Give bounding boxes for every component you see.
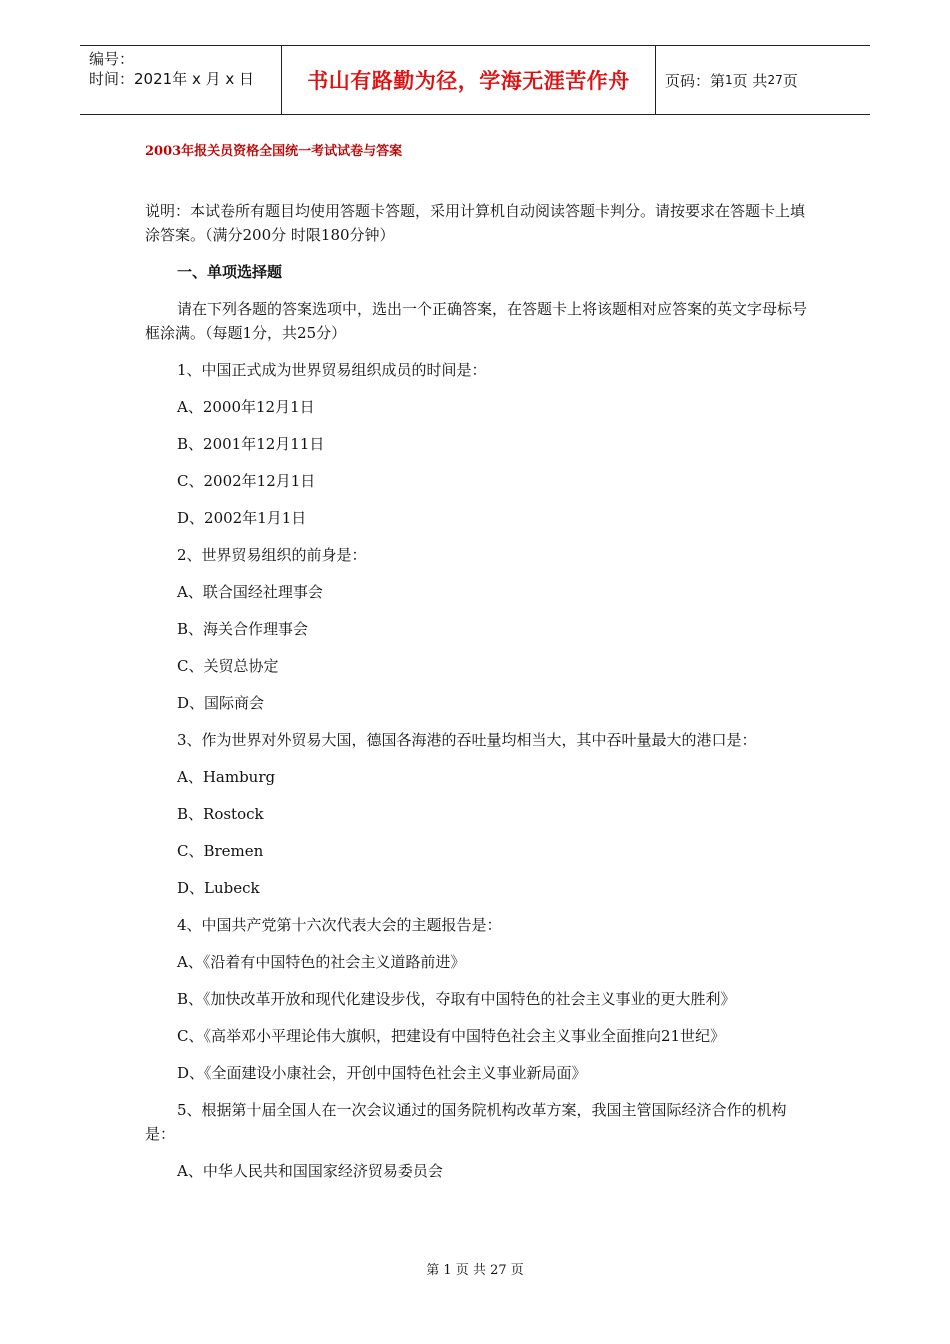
document-body xyxy=(145,199,810,1196)
number-label: 编号： xyxy=(89,50,135,68)
question-1-option-c: C、2002年12月1日 xyxy=(177,472,316,490)
question-1-option-a: A、2000年12月1日 xyxy=(177,398,315,416)
question-2-option-a: A、联合国经社理事会 xyxy=(177,583,323,601)
page-label: 页码：第 xyxy=(665,71,726,90)
question-4: 4、中国共产党第十六次代表大会的主题报告是： xyxy=(177,916,502,934)
question-3-option-d: D、Lubeck xyxy=(177,879,260,897)
header-page-cell xyxy=(656,46,870,114)
footer-current: 1 xyxy=(443,1263,452,1278)
question-2-option-c: C、关贸总协定 xyxy=(177,657,279,675)
header-motto-cell xyxy=(282,46,656,114)
header-meta-cell xyxy=(80,46,282,114)
question-5: 5、根据第十届全国人在一次会议通过的国务院机构改革方案，我国主管国际经济合作的机构是： xyxy=(145,1101,787,1143)
question-3-option-a: A、Hamburg xyxy=(177,768,276,786)
section-title: 一、单项选择题 xyxy=(177,263,283,281)
footer-mid: 页 共 xyxy=(455,1263,486,1278)
question-2: 2、世界贸易组织的前身是： xyxy=(177,546,367,564)
question-2-option-b: B、海关合作理事会 xyxy=(177,620,309,638)
page-mid: 页 共 xyxy=(732,71,768,90)
time-rest: 年 x 月 x 日 xyxy=(172,70,255,88)
question-1-option-b: B、2001年12月11日 xyxy=(177,435,325,453)
document-title: 2003年报关员资格全国统一考试试卷与答案 xyxy=(145,144,403,159)
question-3: 3、作为世界对外贸易大国，德国各海港的吞吐量均相当大，其中吞叶量最大的港口是： xyxy=(177,731,757,749)
motto-text: 书山有路勤为径，学海无涯苦作舟 xyxy=(307,69,630,93)
page-current: 1 xyxy=(725,73,733,87)
time-line xyxy=(89,69,281,89)
footer-total: 27 xyxy=(490,1263,507,1278)
section-intro: 请在下列各题的答案选项中，选出一个正确答案，在答题卡上将该题相对应答案的英文字母标号框涂满。（每题1分，共25分） xyxy=(145,300,808,342)
page-total: 27 xyxy=(767,73,783,87)
question-4-option-a: A、《沿着有中国特色的社会主义道路前进》 xyxy=(177,953,466,971)
footer-suffix: 页 xyxy=(510,1263,524,1278)
footer-prefix: 第 xyxy=(426,1263,440,1278)
question-3-option-c: C、Bremen xyxy=(177,842,264,860)
page-header xyxy=(80,45,870,115)
instructions: 说明：本试卷所有题目均使用答题卡答题，采用计算机自动阅读答题卡判分。请按要求在答题卡上填涂答案。（满分200分 时限180分钟） xyxy=(145,202,806,244)
question-1: 1、中国正式成为世界贸易组织成员的时间是： xyxy=(177,361,487,379)
page-end: 页 xyxy=(782,71,798,90)
time-year: 2021 xyxy=(134,70,173,88)
question-4-option-c: C、《高举邓小平理论伟大旗帜，把建设有中国特色社会主义事业全面推向21世纪》 xyxy=(177,1027,726,1045)
time-label: 时间： xyxy=(89,70,135,88)
question-4-option-d: D、《全面建设小康社会，开创中国特色社会主义事业新局面》 xyxy=(177,1064,587,1082)
question-4-option-b: B、《加快改革开放和现代化建设步伐，夺取有中国特色的社会主义事业的更大胜利》 xyxy=(177,990,736,1008)
question-5-option-a: A、中华人民共和国国家经济贸易委员会 xyxy=(177,1162,443,1180)
page-footer xyxy=(0,1259,950,1278)
question-3-option-b: B、Rostock xyxy=(177,805,264,823)
question-1-option-d: D、2002年1月1日 xyxy=(177,509,307,527)
question-2-option-d: D、国际商会 xyxy=(177,694,265,712)
